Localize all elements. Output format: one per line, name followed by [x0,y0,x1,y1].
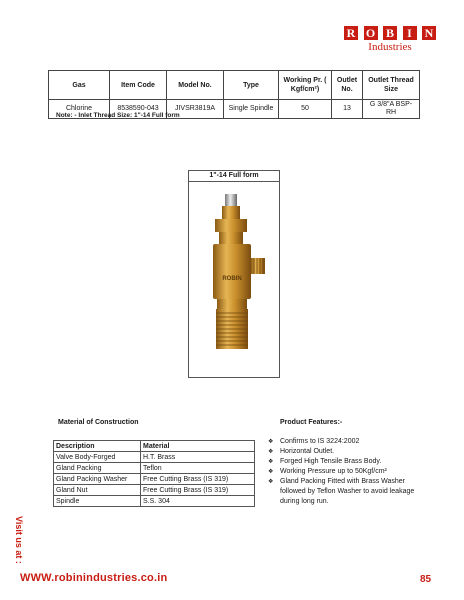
page-number: 85 [420,574,432,585]
spec-header-outlet-thread: Outlet Thread Size [363,71,420,100]
company-logo [344,26,436,53]
spec-cell-outlet-no: 13 [332,100,363,119]
table-row [54,496,255,507]
gland-hex [215,219,247,232]
materials-material: S.S. 304 [141,496,255,507]
feature-text: Working Pressure up to 50Kgf/cm² [280,468,387,475]
logo-letter: O [364,26,378,40]
spec-cell-outlet-thread: G 3/8"A BSP-RH [363,100,420,119]
list-item [268,447,424,457]
inlet-thread-note: Note: - Inlet Thread Size: 1"-14 Full form [56,112,180,119]
spec-cell-type: Single Spindle [224,100,279,119]
materials-description: Gland Nut [54,485,141,496]
logo-letters [344,26,436,40]
table-row [54,463,255,474]
materials-material: Free Cutting Brass (IS 319) [141,485,255,496]
table-row [54,474,255,485]
logo-letter: R [344,26,358,40]
body-collar [217,299,247,309]
logo-letter: I [403,26,417,40]
spec-cell-gas: Chlorine [49,100,110,119]
diamond-bullet-icon: ❖ [268,449,274,455]
materials-table [53,440,255,507]
visit-us-label: Visit us at : [14,516,24,564]
spec-cell-model-no: JIVSR3819A [167,100,224,119]
feature-text: Horizontal Outlet. [280,448,335,455]
features-list [268,437,424,507]
materials-description: Gland Packing [54,463,141,474]
diamond-bullet-icon: ❖ [268,459,274,465]
diamond-bullet-icon: ❖ [268,479,274,485]
table-row [54,485,255,496]
spec-table-header-row [49,71,420,100]
feature-text: Gland Packing Fitted with Brass Washer followed by Teflon Washer to avoid leakage during long run. [280,478,415,505]
feature-text: Confirms to IS 3224:2002 [280,438,360,445]
logo-letter: B [383,26,397,40]
gland-nut [222,206,240,220]
spec-cell-working-pressure: 50 [279,100,332,119]
valve-body [213,244,251,299]
spec-header-item-code: Item Code [110,71,167,100]
materials-material: H.T. Brass [141,452,255,463]
spec-header-type: Type [224,71,279,100]
product-image-caption: 1"-14 Full form [189,171,279,182]
spec-cell-item-code: 8538590-043 [110,100,167,119]
materials-heading: Material of Construction [58,419,139,426]
spindle-tip [225,194,237,208]
valve-image [189,182,279,377]
website-link[interactable]: WWW.robinindustries.co.in [20,572,168,584]
list-item [268,477,424,507]
product-image-frame [188,170,280,378]
materials-material: Teflon [141,463,255,474]
features-heading: Product Features:- [280,419,343,426]
materials-header-description: Description [54,441,141,452]
diamond-bullet-icon: ❖ [268,469,274,475]
spec-header-gas: Gas [49,71,110,100]
materials-description: Spindle [54,496,141,507]
diamond-bullet-icon: ❖ [268,439,274,445]
materials-header-material: Material [141,441,255,452]
materials-description: Valve Body-Forged [54,452,141,463]
feature-text: Forged High Tensile Brass Body. [280,458,382,465]
list-item [268,467,424,477]
spec-header-model-no: Model No. [167,71,224,100]
spec-header-outlet-no: Outlet No. [332,71,363,100]
neck [219,232,243,244]
list-item [268,437,424,447]
valve-brand-mark: ROBIN [222,276,242,282]
table-row [54,452,255,463]
list-item [268,457,424,467]
materials-header-row [54,441,255,452]
logo-letter: N [422,26,436,40]
logo-subtitle: Industries [368,41,412,53]
spec-header-working-pressure: Working Pr. ( Kgf/cm²) [279,71,332,100]
materials-description: Gland Packing Washer [54,474,141,485]
materials-material: Free Cutting Brass (IS 319) [141,474,255,485]
